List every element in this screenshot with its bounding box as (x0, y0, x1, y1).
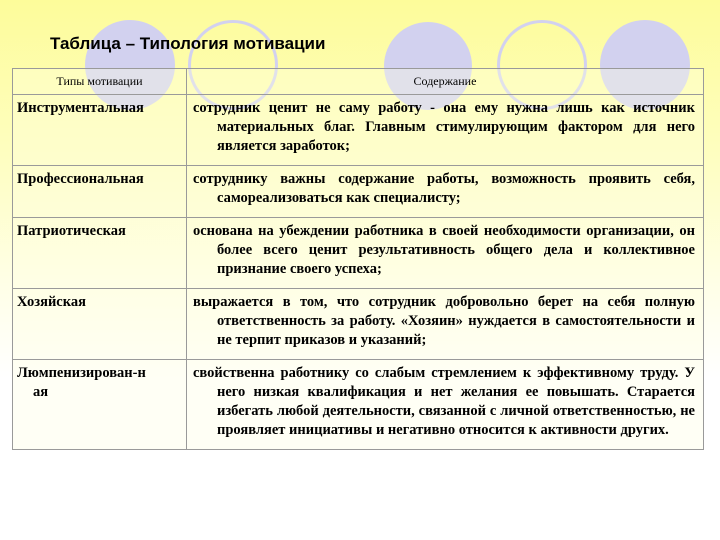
motivation-type-lumpen-line2: ая (33, 384, 49, 400)
motivation-content-lumpen: свойственна работнику со слабым стремлением к эффективному труду. У него низкая квалификация и нет желания ее повышать. Старается избегать любой деятельности, связанной с личной ответственностью, не проявляет инициативы и негативно относится к активности других. (187, 360, 704, 450)
motivation-content-proprietary: выражается в том, что сотрудник добровольно берет на себя полную ответственность за работу. «Хозяин» нуждается в самостоятельности и не терпит приказов и указаний; (187, 289, 704, 360)
motivation-type-proprietary: Хозяйская (13, 289, 187, 360)
table-row (13, 95, 704, 166)
motivation-content-professional: сотруднику важны содержание работы, возможность проявить себя, самореализоваться как специалисту; (187, 166, 704, 218)
motivation-type-lumpen-line1: Люмпенизирован-н (17, 365, 146, 381)
table-row (13, 360, 704, 450)
motivation-content-patriotic: основана на убеждении работника в своей необходимости организации, он более всего ценит результативность общего дела и коллективное признание своего успеха; (187, 218, 704, 289)
table-row (13, 218, 704, 289)
motivation-type-instrumental: Инструментальная (13, 95, 187, 166)
slide-title: Таблица – Типология мотивации (50, 34, 326, 53)
motivation-content-instrumental: сотрудник ценит не саму работу - она ему нужна лишь как источник материальных благ. Главным стимулирующим фактором для него является заработок; (187, 95, 704, 166)
header-types: Типы мотивации (13, 69, 187, 95)
motivation-table (12, 68, 704, 450)
motivation-type-patriotic: Патриотическая (13, 218, 187, 289)
motivation-type-lumpen (13, 360, 187, 450)
motivation-type-professional: Профессиональная (13, 166, 187, 218)
table-row (13, 166, 704, 218)
header-content: Содержание (187, 69, 704, 95)
table-row (13, 289, 704, 360)
table-header-row (13, 69, 704, 95)
